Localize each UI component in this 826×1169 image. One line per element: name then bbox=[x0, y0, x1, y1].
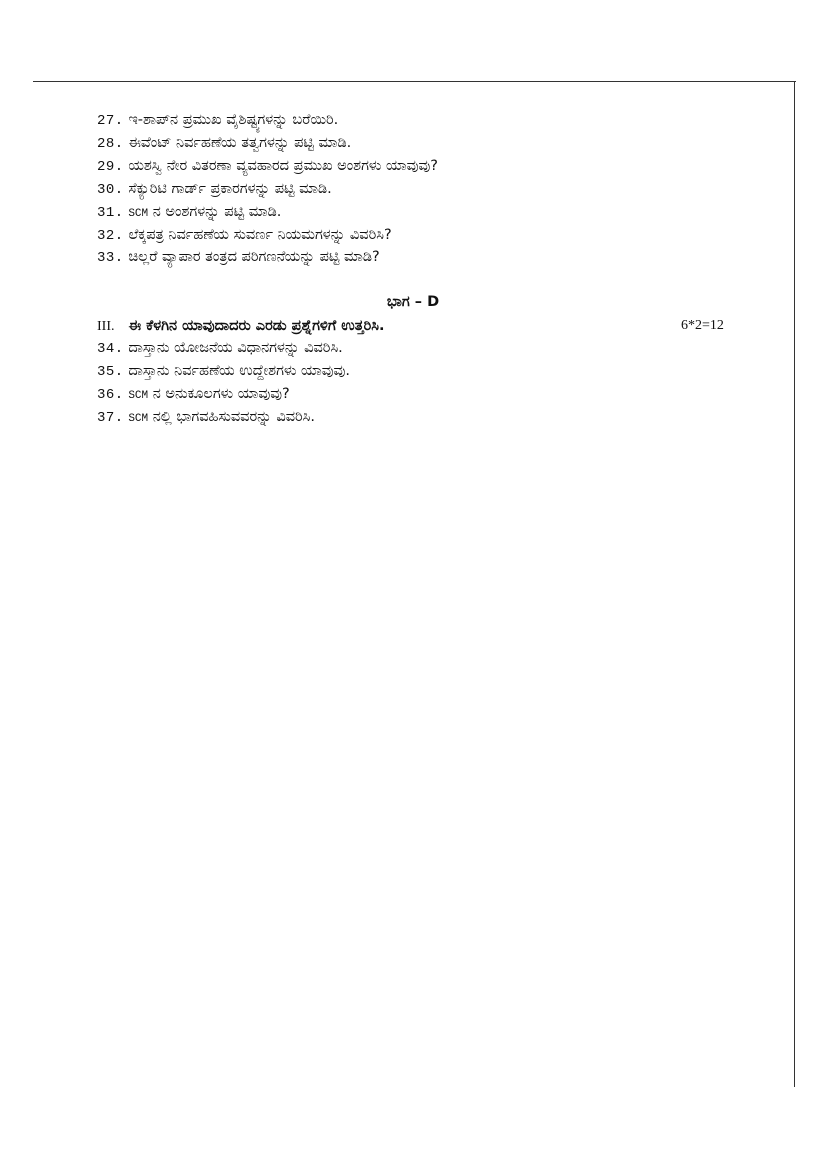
question-text: ಚಿಲ್ಲರೆ ವ್ಯಾಪಾರ ತಂತ್ರದ ಪರಿಗಣನೆಯನ್ನು ಪಟ್ಟಿ ಮಾಡಿ? bbox=[128, 249, 380, 265]
question-37 bbox=[97, 406, 315, 428]
question-35 bbox=[97, 360, 350, 382]
question-30 bbox=[97, 178, 332, 200]
question-number: 28. bbox=[97, 136, 124, 152]
section-d-marks: 6*2=12 bbox=[681, 318, 724, 333]
question-31 bbox=[97, 201, 281, 223]
question-text: ದಾಸ್ತಾನು ಯೋಜನೆಯ ವಿಧಾನಗಳನ್ನು ವಿವರಿಸಿ. bbox=[128, 340, 343, 356]
question-text: ಇ-ಶಾಪ್‌ನ ಪ್ರಮುಖ ವೈಶಿಷ್ಟ್ಯಗಳನ್ನು ಬರೆಯಿರಿ. bbox=[128, 112, 339, 128]
question-36 bbox=[97, 383, 290, 405]
section-d-instruction: ಈ ಕೆಳಗಿನ ಯಾವುದಾದರು ಎರಡು ಪ್ರಶ್ನೆಗಳಿಗೆ ಉತ್ತರಿಸಿ. bbox=[128, 318, 385, 334]
question-number: 35. bbox=[97, 364, 124, 380]
question-text: ನ ಅಂಶಗಳನ್ನು ಪಟ್ಟಿ ಮಾಡಿ. bbox=[148, 204, 282, 220]
question-number: 32. bbox=[97, 228, 124, 244]
question-33 bbox=[97, 246, 380, 268]
question-text: ನ ಅನುಕೂಲಗಳು ಯಾವುವು? bbox=[148, 386, 290, 402]
question-28 bbox=[97, 132, 351, 154]
question-number: 36. bbox=[97, 387, 124, 403]
question-acronym: SCM bbox=[128, 390, 149, 402]
question-text: ಸೆಕ್ಯುರಿಟಿ ಗಾರ್ಡ್ ಪ್ರಕಾರಗಳನ್ನು ಪಟ್ಟಿ ಮಾಡಿ. bbox=[128, 181, 332, 197]
question-number: 37. bbox=[97, 410, 124, 426]
question-text: ನಲ್ಲಿ ಭಾಗವಹಿಸುವವರನ್ನು ವಿವರಿಸಿ. bbox=[148, 409, 315, 425]
question-27 bbox=[97, 109, 338, 131]
question-text: ಈವೆಂಟ್ ನಿರ್ವಹಣೆಯ ತತ್ವಗಳನ್ನು ಪಟ್ಟಿ ಮಾಡಿ. bbox=[128, 135, 352, 151]
question-text: ದಾಸ್ತಾನು ನಿರ್ವಹಣೆಯ ಉದ್ದೇಶಗಳು ಯಾವುವು. bbox=[128, 363, 350, 379]
section-d-instruction-line bbox=[97, 315, 385, 337]
section-d-title: ಭಾಗ – D bbox=[386, 294, 440, 310]
question-number: 29. bbox=[97, 159, 124, 175]
roman-numeral: III. bbox=[97, 319, 115, 334]
question-acronym: SCM bbox=[128, 413, 149, 425]
question-number: 30. bbox=[97, 182, 124, 198]
question-32 bbox=[97, 224, 392, 246]
question-number: 34. bbox=[97, 341, 124, 357]
question-number: 31. bbox=[97, 205, 124, 221]
question-number: 33. bbox=[97, 250, 124, 266]
question-number: 27. bbox=[97, 113, 124, 129]
question-29 bbox=[97, 155, 438, 177]
question-34 bbox=[97, 337, 343, 359]
question-text: ಲೆಕ್ಕಪತ್ರ ನಿರ್ವಹಣೆಯ ಸುವರ್ಣ ನಿಯಮಗಳನ್ನು ವಿವರಿಸಿ? bbox=[128, 227, 392, 243]
question-acronym: SCM bbox=[128, 208, 149, 220]
question-text: ಯಶಸ್ವಿ ನೇರ ವಿತರಣಾ ವ್ಯವಹಾರದ ಪ್ರಮುಖ ಅಂಶಗಳು ಯಾವುವು? bbox=[128, 158, 438, 174]
top-border-line bbox=[33, 81, 796, 82]
right-border-line bbox=[794, 81, 795, 1087]
